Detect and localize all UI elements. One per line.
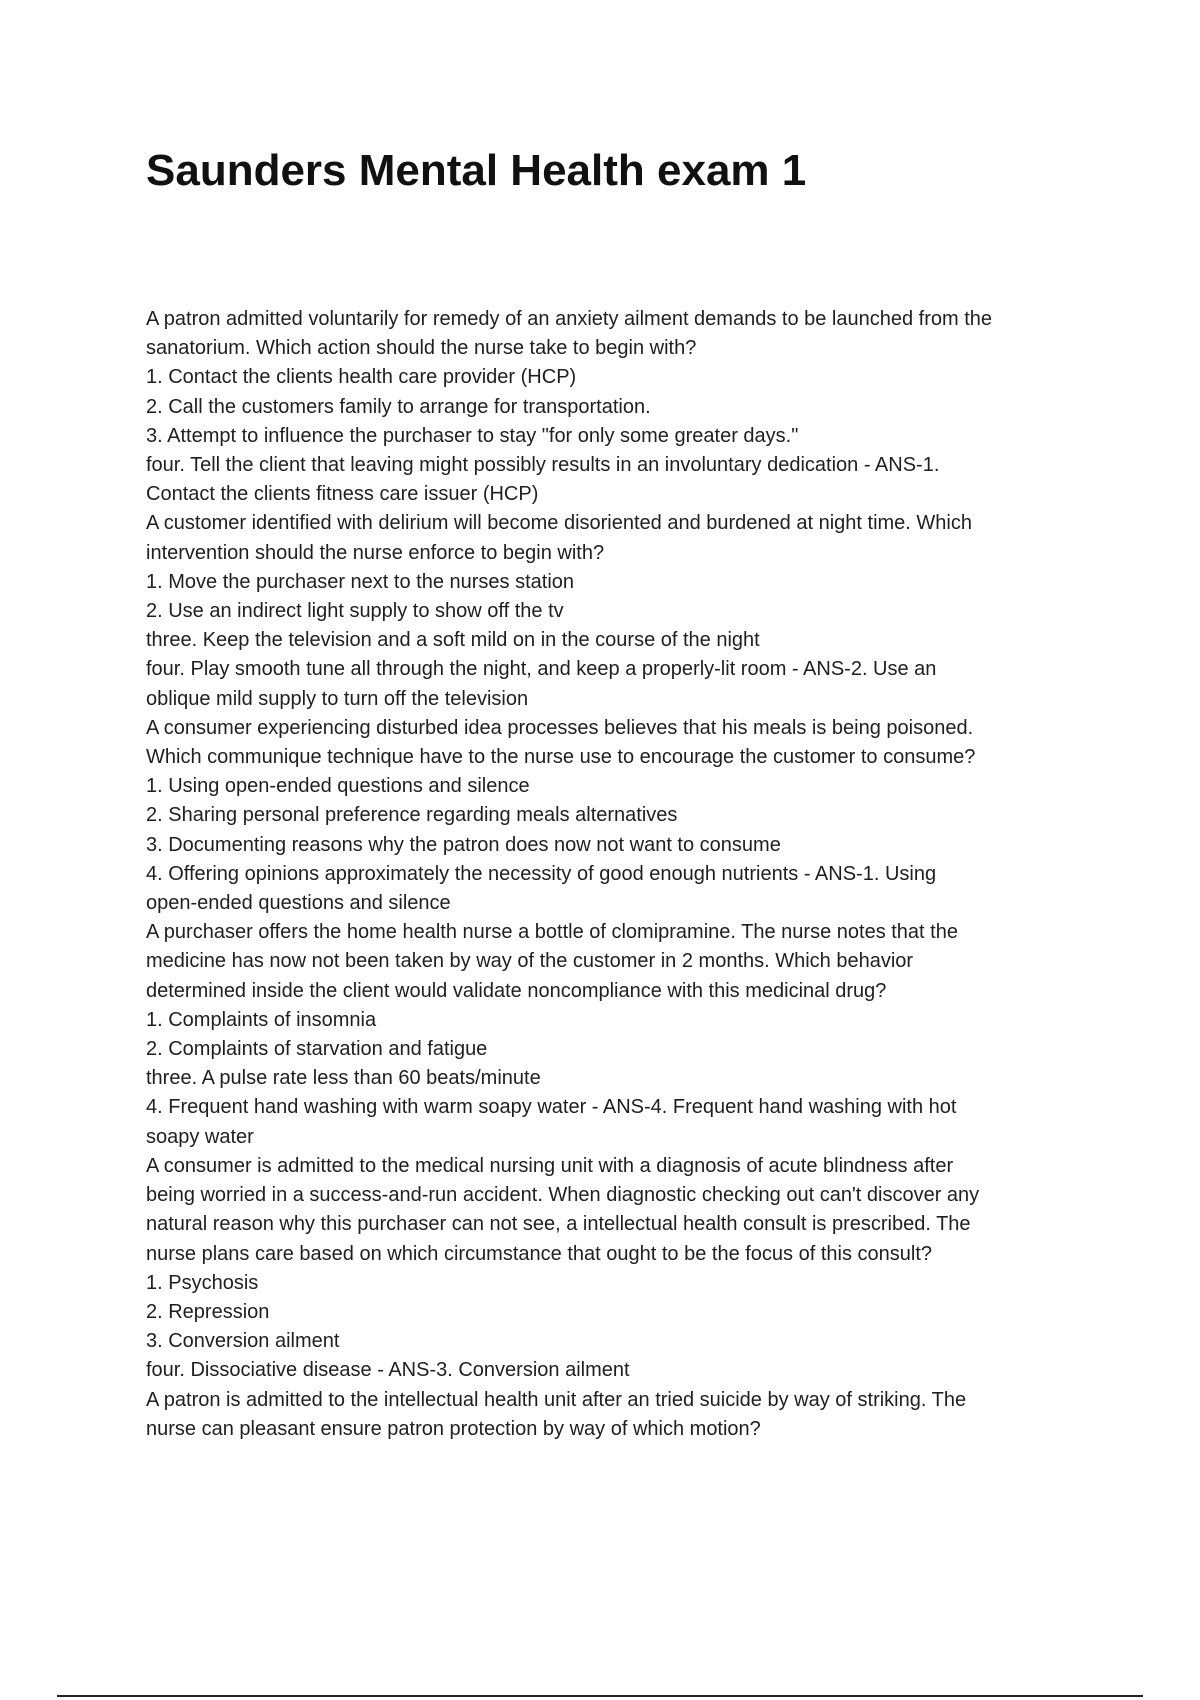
text-line: being worried in a success-and-run accident. When diagnostic checking out can't discover any xyxy=(146,1184,980,1207)
text-line: Contact the clients fitness care issuer (HCP) xyxy=(146,483,539,506)
text-line: 1. Move the purchaser next to the nurses station xyxy=(146,570,575,593)
text-line: oblique mild supply to turn off the television xyxy=(146,687,529,710)
text-line: 4. Offering opinions approximately the necessity of good enough nutrients - ANS-1. Using xyxy=(146,862,937,885)
text-line: A patron is admitted to the intellectual health unit after an tried suicide by way of striking. The xyxy=(146,1388,967,1411)
text-line: A purchaser offers the home health nurse a bottle of clomipramine. The nurse notes that the xyxy=(146,921,958,944)
text-line: A customer identified with delirium will become disoriented and burdened at night time. Which xyxy=(146,512,972,535)
text-line: 2. Sharing personal preference regarding meals alternatives xyxy=(146,804,678,827)
text-line: A consumer experiencing disturbed idea processes believes that his meals is being poisoned. xyxy=(146,716,974,739)
text-line: 1. Complaints of insomnia xyxy=(146,1008,377,1031)
text-line: 2. Complaints of starvation and fatigue xyxy=(146,1038,488,1061)
text-line: 4. Frequent hand washing with warm soapy water - ANS-4. Frequent hand washing with hot xyxy=(146,1096,957,1119)
text-line: nurse plans care based on which circumstance that ought to be the focus of this consult? xyxy=(146,1242,933,1265)
text-line: 2. Repression xyxy=(146,1300,270,1323)
text-line: four. Play smooth tune all through the night, and keep a properly-lit room - ANS-2. Use an xyxy=(146,658,937,681)
text-line: soapy water xyxy=(146,1125,254,1148)
text-line: 3. Attempt to influence the purchaser to stay "for only some greater days." xyxy=(146,424,799,447)
text-line: 2. Use an indirect light supply to show off the tv xyxy=(146,600,564,623)
text-line: nurse can pleasant ensure patron protection by way of which motion? xyxy=(146,1417,761,1440)
text-line: four. Tell the client that leaving might possibly results in an involuntary dedication - ANS-1. xyxy=(146,454,940,477)
text-line: open-ended questions and silence xyxy=(146,892,451,915)
text-line: 2. Call the customers family to arrange for transportation. xyxy=(146,395,651,418)
text-line: determined inside the client would validate noncompliance with this medicinal drug? xyxy=(146,979,887,1002)
text-line: intervention should the nurse enforce to begin with? xyxy=(146,541,605,564)
text-line: 3. Documenting reasons why the patron does now not want to consume xyxy=(146,833,781,856)
text-line: four. Dissociative disease - ANS-3. Conversion ailment xyxy=(146,1359,630,1382)
text-line: three. A pulse rate less than 60 beats/minute xyxy=(146,1067,541,1090)
text-line: 1. Contact the clients health care provider (HCP) xyxy=(146,366,577,389)
text-line: medicine has now not been taken by way of the customer in 2 months. Which behavior xyxy=(146,950,914,973)
text-line: sanatorium. Which action should the nurse take to begin with? xyxy=(146,337,697,360)
document-body xyxy=(146,305,1096,1444)
text-line: Which communique technique have to the nurse use to encourage the customer to consume? xyxy=(146,746,976,769)
text-line: 1. Using open-ended questions and silence xyxy=(146,775,530,798)
footer-divider xyxy=(57,1695,1143,1697)
text-line: natural reason why this purchaser can not see, a intellectual health consult is prescribed. The xyxy=(146,1213,971,1236)
text-line: A consumer is admitted to the medical nursing unit with a diagnosis of acute blindness after xyxy=(146,1154,954,1177)
text-line: three. Keep the television and a soft mild on in the course of the night xyxy=(146,629,760,652)
text-line: 3. Conversion ailment xyxy=(146,1330,340,1353)
document-title: Saunders Mental Health exam 1 xyxy=(146,146,807,195)
text-line: 1. Psychosis xyxy=(146,1271,259,1294)
text-line: A patron admitted voluntarily for remedy of an anxiety ailment demands to be launched from the xyxy=(146,308,993,330)
